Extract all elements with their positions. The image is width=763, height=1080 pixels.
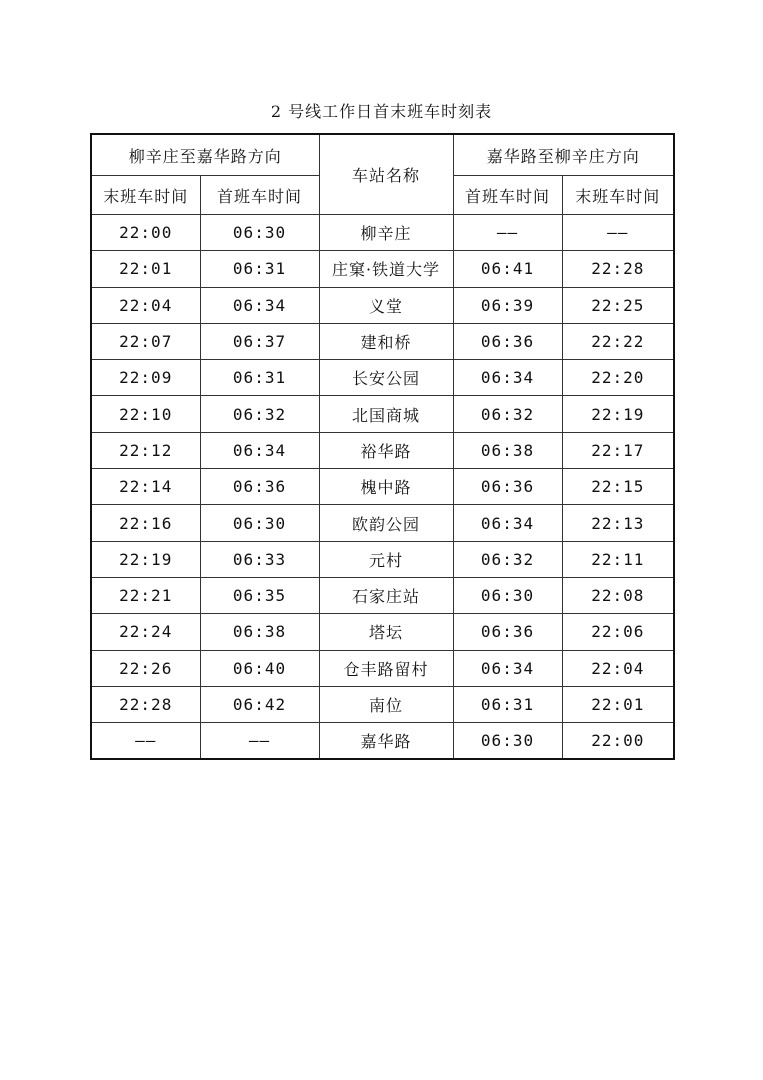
b-last-train-time: 22:28 [562, 251, 674, 287]
b-last-train-time: 22:15 [562, 469, 674, 505]
timetable [90, 133, 675, 760]
a-last-train-time: 22:16 [91, 505, 200, 541]
a-last-train-time: 22:26 [91, 650, 200, 686]
b-first-train-time: 06:30 [453, 577, 562, 613]
a-first-train-time: 06:35 [200, 577, 319, 613]
b-last-train-time: —— [562, 215, 674, 251]
b-last-train-time: 22:11 [562, 541, 674, 577]
a-last-train-time: 22:04 [91, 287, 200, 323]
table-row [91, 577, 674, 613]
station-name: 石家庄站 [319, 577, 453, 613]
a-last-train-time: 22:21 [91, 577, 200, 613]
b-last-train-time: 22:01 [562, 686, 674, 722]
a-first-train-time: 06:37 [200, 323, 319, 359]
direction-b-header: 嘉华路至柳辛庄方向 [453, 134, 674, 176]
b-last-train-time: 22:17 [562, 432, 674, 468]
a-first-train-time: 06:42 [200, 686, 319, 722]
station-name-header: 车站名称 [319, 134, 453, 215]
b-first-train-time: 06:31 [453, 686, 562, 722]
direction-a-header: 柳辛庄至嘉华路方向 [91, 134, 319, 176]
b-first-train-time: 06:41 [453, 251, 562, 287]
table-row [91, 360, 674, 396]
b-last-train-time: 22:13 [562, 505, 674, 541]
table-row [91, 723, 674, 760]
page-title: 2 号线工作日首末班车时刻表 [270, 102, 493, 121]
b-first-train-time: 06:36 [453, 614, 562, 650]
station-name: 南位 [319, 686, 453, 722]
a-last-train-time: —— [91, 723, 200, 760]
a-last-train-time: 22:24 [91, 614, 200, 650]
a-first-train-time: 06:30 [200, 215, 319, 251]
b-first-train-header: 首班车时间 [453, 176, 562, 215]
station-name: 欧韵公园 [319, 505, 453, 541]
a-first-train-time: 06:34 [200, 432, 319, 468]
station-name: 嘉华路 [319, 723, 453, 760]
a-first-train-time: 06:36 [200, 469, 319, 505]
a-last-train-time: 22:07 [91, 323, 200, 359]
b-first-train-time: 06:30 [453, 723, 562, 760]
b-last-train-time: 22:19 [562, 396, 674, 432]
a-last-train-header: 末班车时间 [91, 176, 200, 215]
station-name: 裕华路 [319, 432, 453, 468]
a-last-train-time: 22:10 [91, 396, 200, 432]
b-last-train-time: 22:04 [562, 650, 674, 686]
a-last-train-time: 22:00 [91, 215, 200, 251]
a-first-train-time: 06:40 [200, 650, 319, 686]
a-last-train-time: 22:12 [91, 432, 200, 468]
table-row [91, 432, 674, 468]
b-first-train-time: 06:32 [453, 396, 562, 432]
a-first-train-header: 首班车时间 [200, 176, 319, 215]
station-name: 元村 [319, 541, 453, 577]
b-last-train-time: 22:08 [562, 577, 674, 613]
station-name: 义堂 [319, 287, 453, 323]
b-last-train-time: 22:06 [562, 614, 674, 650]
a-last-train-time: 22:01 [91, 251, 200, 287]
a-last-train-time: 22:19 [91, 541, 200, 577]
table-row [91, 686, 674, 722]
table-row [91, 541, 674, 577]
b-last-train-time: 22:22 [562, 323, 674, 359]
a-last-train-time: 22:14 [91, 469, 200, 505]
a-first-train-time: 06:34 [200, 287, 319, 323]
table-row [91, 287, 674, 323]
b-first-train-time: 06:34 [453, 650, 562, 686]
table-row [91, 215, 674, 251]
timetable-body [91, 215, 674, 760]
b-first-train-time: 06:32 [453, 541, 562, 577]
station-name: 槐中路 [319, 469, 453, 505]
table-row [91, 396, 674, 432]
station-name: 长安公园 [319, 360, 453, 396]
table-row [91, 614, 674, 650]
station-name: 仓丰路留村 [319, 650, 453, 686]
a-first-train-time: 06:32 [200, 396, 319, 432]
a-first-train-time: 06:31 [200, 251, 319, 287]
b-last-train-time: 22:20 [562, 360, 674, 396]
header-row-directions [91, 134, 674, 176]
a-last-train-time: 22:28 [91, 686, 200, 722]
a-first-train-time: 06:38 [200, 614, 319, 650]
a-first-train-time: 06:31 [200, 360, 319, 396]
b-last-train-header: 末班车时间 [562, 176, 674, 215]
table-row [91, 505, 674, 541]
table-row [91, 469, 674, 505]
station-name: 建和桥 [319, 323, 453, 359]
a-first-train-time: 06:33 [200, 541, 319, 577]
station-name: 北国商城 [319, 396, 453, 432]
table-row [91, 323, 674, 359]
a-first-train-time: —— [200, 723, 319, 760]
b-last-train-time: 22:25 [562, 287, 674, 323]
table-row [91, 650, 674, 686]
table-row [91, 251, 674, 287]
b-first-train-time: 06:38 [453, 432, 562, 468]
a-last-train-time: 22:09 [91, 360, 200, 396]
station-name: 庄窠·铁道大学 [319, 251, 453, 287]
station-name: 塔坛 [319, 614, 453, 650]
a-first-train-time: 06:30 [200, 505, 319, 541]
b-first-train-time: 06:34 [453, 360, 562, 396]
b-last-train-time: 22:00 [562, 723, 674, 760]
b-first-train-time: 06:36 [453, 469, 562, 505]
station-name: 柳辛庄 [319, 215, 453, 251]
b-first-train-time: —— [453, 215, 562, 251]
b-first-train-time: 06:36 [453, 323, 562, 359]
b-first-train-time: 06:39 [453, 287, 562, 323]
b-first-train-time: 06:34 [453, 505, 562, 541]
